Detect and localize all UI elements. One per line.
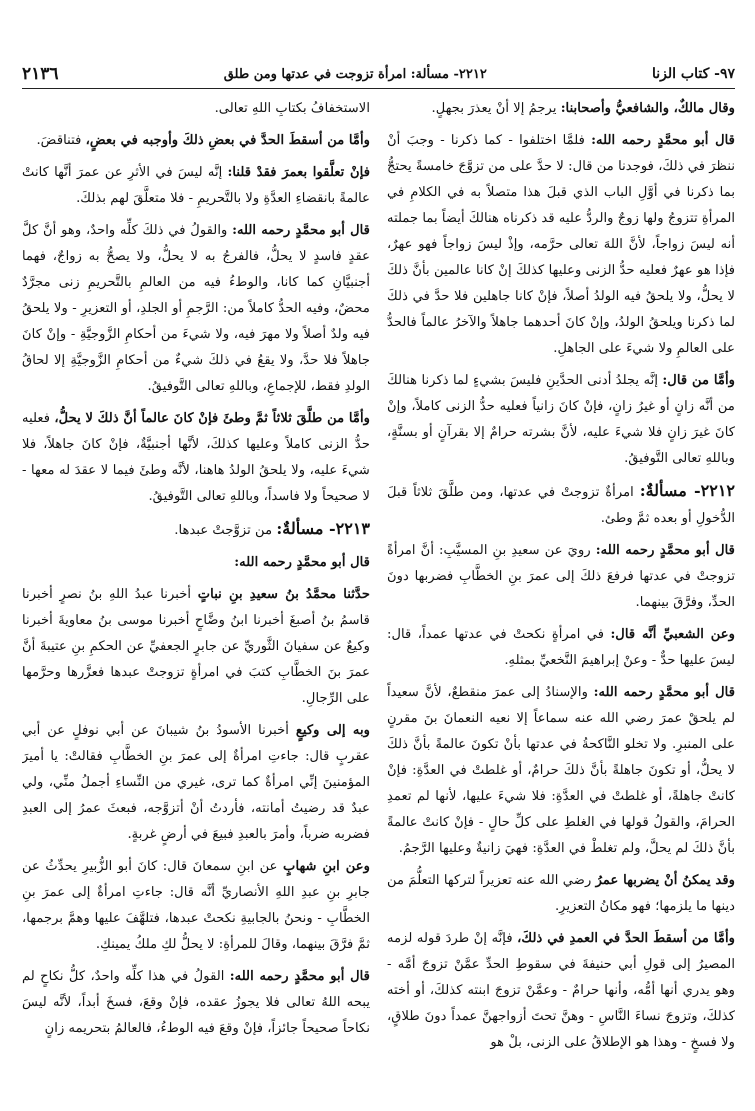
paragraph-text: رضي الله عنه تعزيراً لتركها التعلُّمَ من دينها ما يلزمها؛ فهو مكانُ التعزيرِ. — [387, 873, 735, 914]
paragraph-text: عن ابنِ سمعانَ قال: كانَ أبو الزُّبيرِ يحدِّثُ عن جابرِ بنِ عبدِ اللهِ الأنصاريِّ أنَّه قال: جاءتِ امرأةٌ إلى عمرَ بنِ الخطَّابِ - ونحنُ بالجابيةِ نكحتْ عبدها، فتلهَّفَ عليها وهمَّ برجمها، ثمَّ فرَّقَ بينهما، وقالَ للمرأةِ: لا يحلُّ لكِ ملكُ يمينكِ. — [22, 859, 370, 952]
paragraph-text: فعليه حدُّ الزنى كاملاً وعليها كذلكَ، لأنَّها أجنبيَّةٌ، فإنْ كانَ جاهلاً، فلا شيءَ عليه، ولا يلحقُ الولدُ هاهنا، لأنَّه وطئَ فيما لا عقدَ له معها - لا صحيحاً ولا فاسداً، وباللهِ تعالى التَّوفيقُ. — [22, 411, 370, 504]
paragraph-text: في امرأةٍ نكحتْ في عدتها عمداً، قال: ليسَ عليها حدٌّ - وعنْ إبراهيمَ النَّخعيِّ بمثلهِ. — [387, 627, 735, 668]
paragraph-lead: قال أبو محمَّدٍ رحمه الله: — [232, 223, 370, 238]
paragraph-lead: فإنْ تعلَّقوا بعمرَ فقدْ قلنا: — [227, 165, 370, 180]
paragraph-lead: وعن الشعبيِّ أنَّه قال: — [610, 627, 735, 642]
paragraph-text: والإسنادُ إلى عمرَ منقطعٌ، لأنَّ سعيداً لم يلحقْ عمرَ رضي الله عنه سماعاً إلا نعيه النعمانَ بنَ مقرنٍ على المنبرِ. ولا تخلو النَّاكحةُ في عدتها بأنْ تكونَ عالمةً بأنَّ ذلكَ لا يحلُّ، أو تكونَ جاهلةً بأنَّ ذلكَ حرامٌ، أو غلطتْ في العدَّةِ: فإنْ كانتْ جاهلةً، أو غلطتْ في العدَّةِ: فلا شيءَ عليها، لأنها لم تعمدِ الحرامَ، والقولُ قولها في الغلطِ على كلِّ حالٍ - فإنْ كانتْ عالمةً بأنَّ ذلكَ لم يحلَّ، ولم تغلطْ في العدَّةِ: فهيَ زانيةٌ وعليها الرَّجمُ. — [387, 685, 735, 856]
paragraph-text: فتناقضَ. — [36, 133, 86, 148]
paragraph-text: الاستخفافُ بكتابِ اللهِ تعالى. — [214, 101, 370, 116]
paragraph-lead: وقد يمكنُ أنْ يضربها عمرُ — [595, 873, 735, 888]
section-heading: ٢٢١٢- مسألةٌ: — [639, 481, 735, 500]
section-heading: ٢٢١٣- مسألةٌ: — [276, 519, 370, 538]
paragraph-text: رويَ عن سعيدِ بنِ المسيَّبِ: أنَّ امرأةً تزوجتْ في عدتها فرفعَ ذلكَ إلى عمرَ بنِ الخطَّابِ فضربها دونَ الحدِّ، وفرَّقَ بينهما. — [387, 543, 735, 610]
paragraph — [387, 128, 735, 362]
paragraph-text: فإنَّه إنْ طردَ قوله لزمه المصيرُ إلى قولِ أبي حنيفةَ في سقوطِ الحدِّ عمَّنْ تزوجَ أمَّه - وهو يدري أنها أمُّه، وأنها حرامٌ - وعمَّنْ تزوجَ ابنته كذلكَ، أو أخته كذلكَ، وتزوجَ نساءَ النَّاسِ - وهنَّ تحتَ أزواجهنَّ عمداً دونَ طلاقٍ، ولا فسخٍ - وهذا هو الإطلاقُ على الزنى، بلْ هو — [387, 931, 735, 1050]
paragraph — [22, 128, 370, 154]
header-divider — [22, 88, 735, 89]
paragraph-text: امرأةٌ تزوجتْ في عدتها، ومن طلَّقَ ثلاثاً قبلَ الدُّخولِ أو بعده ثمَّ وطئ. — [387, 485, 735, 526]
paragraph — [22, 718, 370, 848]
page-number: ٢١٣٦ — [22, 64, 59, 84]
paragraph-text: والقولُ في ذلكَ كلِّه واحدٌ، وهو أنَّ كلَّ عقدٍ فاسدٍ لا يحلُّ، فالفرجُ به لا يحلُّ، ولا يصحُّ به زواجٌ، فهما أجنبيَّانِ كما كانا، والوطءُ فيه من العالمِ بالتَّحريمِ زنى مجرَّدٌ محضٌ، وفيه الحدُّ كاملاً من: الرَّجمِ أو الجلدِ، أو التعزيرِ - ولا يلحقُ فيه ولدٌ أصلاً ولا مهرَ فيه، ولا شيءَ من أحكامِ الزَّوجيَّةِ - وإنْ كانَ جاهلاً فلا حدَّ، ولا يقعُ في ذلكَ شيءٌ من أحكامِ الزَّوجيَّةِ إلا لحاقُ الولدِ فقط، للإجماعِ، وباللهِ تعالى التَّوفيقُ. — [22, 223, 370, 394]
paragraph — [22, 964, 370, 1042]
paragraph-text: القولُ في هذا كلِّه واحدٌ، كلُّ نكاحٍ لم يبحه اللهُ تعالى فلا يجوزُ عقده، فإنْ وقعَ، فسخَ أبداً، لأنَّه ليسَ نكاحاً صحيحاً جائزاً، فإنْ وقعَ فيه الوطءُ، فالعالمُ بتحريمه زانٍ — [22, 969, 370, 1036]
paragraph-lead: وأمَّا من قال: — [662, 373, 735, 388]
paragraph-lead: وعن ابنِ شهابٍ — [283, 859, 370, 874]
paragraph-text: إنَّه ليسَ في الأثرِ عن عمرَ أنَّها كانتْ عالمةً بانقضاءِ العدَّةِ ولا بالتَّحريمِ - فلا متعلَّقَ لهم بذلكَ. — [22, 165, 370, 206]
paragraph-text: من تزوَّجتْ عبدها. — [174, 523, 277, 538]
paragraph-lead: قال أبو محمَّدٍ رحمه الله: — [229, 969, 370, 984]
paragraph — [387, 926, 735, 1056]
paragraph-text: يرجمُ إلا أنْ يعذرَ بجهلٍ. — [431, 101, 561, 116]
paragraph — [22, 582, 370, 712]
paragraph-text: أخبرنا عبدُ اللهِ بنُ نصرٍ أخبرنا قاسمُ بنُ أصبغَ أخبرنا ابنُ وضَّاحٍ أخبرنا موسى بنُ معاويةَ أخبرنا وكيعٌ عن سفيانَ الثَّوريِّ عن جابرٍ الجعفيِّ عن الحكمِ بنِ عتيبةَ أنَّ عمرَ بنَ الخطَّابِ كتبَ في امرأةٍ تزوجتْ عبدها فعزَّرها وحرَّمها على الرِّجالِ. — [22, 587, 370, 706]
paragraph-text: إنَّه يجلدُ أدنى الحدَّينِ فليسَ بشيءٍ لما ذكرنا هنالكَ من أنَّه زانٍ أو غيرُ زانٍ، فإنْ كانَ زانياً فعليه حدُّ الزنى كاملاً، وإنْ كانَ غيرَ زانٍ فلا شيءَ عليه، لأنَّ بشرته حرامٌ إلا بقرآنٍ أو بسنَّةٍ، وباللهِ تعالى التَّوفيقُ. — [387, 373, 735, 466]
running-title: ٢٢١٢- مسألة: امرأة تزوجت في عدتها ومن طلق — [223, 66, 487, 82]
paragraph — [22, 406, 370, 510]
paragraph — [22, 218, 370, 400]
paragraph-lead: قال أبو محمَّدٍ رحمه الله: — [595, 543, 735, 558]
paragraph — [22, 550, 370, 576]
paragraph — [387, 538, 735, 616]
paragraph — [22, 96, 370, 122]
paragraph — [387, 96, 735, 122]
page-header — [22, 62, 735, 86]
paragraph-lead: وأمَّا من أسقطَ الحدَّ في العمدِ في ذلكَ، — [517, 931, 735, 946]
paragraph-lead: قال أبو محمَّدٍ رحمه الله: — [591, 133, 735, 148]
left-column — [22, 96, 370, 1096]
paragraph-lead: وبه إلى وكيعٍ — [295, 723, 370, 738]
right-column — [387, 96, 735, 1096]
paragraph — [22, 854, 370, 958]
paragraph — [387, 478, 735, 532]
paragraph-lead: وأمَّا من أسقطَ الحدَّ في بعضِ ذلكَ وأوجبه في بعضٍ، — [85, 133, 370, 148]
page-label: ٩٧- كتاب الزنا — [652, 66, 735, 82]
paragraph — [387, 680, 735, 862]
paragraph-lead: وقال مالكٌ، والشافعيُّ وأصحابنا: — [560, 101, 735, 116]
paragraph-text: أخبرنا الأسودُ بنُ شيبانَ عن أبي نوفلٍ عن أبي عقربٍ قال: جاءتِ امرأةٌ إلى عمرَ بنِ الخطَّابِ فقالتْ: يا أميرَ المؤمنينَ إنِّي امرأةٌ كما ترى، غيري من النِّساءِ أجملُ منِّي، ولي عبدٌ قد رضيتُ أمانته، فأردتُ أنْ أتزوَّجه، فبعثَ عمرُ إلى العبدِ فضربه ضرباً، وأمرَ بالعبدِ فبيعَ في أرضٍ غربةٍ. — [22, 723, 370, 842]
paragraph-lead: وأمَّا من طلَّقَ ثلاثاً ثمَّ وطئَ فإنْ كانَ عالماً أنَّ ذلكَ لا يحلُّ، — [54, 411, 370, 426]
paragraph-lead: قال أبو محمَّدٍ رحمه الله: — [593, 685, 735, 700]
paragraph — [387, 622, 735, 674]
paragraph-lead: قال أبو محمَّدٍ رحمه الله: — [234, 555, 370, 570]
paragraph — [387, 368, 735, 472]
paragraph — [22, 516, 370, 544]
paragraph — [387, 868, 735, 920]
paragraph-text: فلمَّا اختلفوا - كما ذكرنا - وجبَ أنْ ننظرَ في ذلكَ، فوجدنا من قال: لا حدَّ على من تزوَّجَ خامسةً يحتجُّ بما ذكرنا في أوَّلِ الباب الذي قبلَ هذا متصلاً به في الكلامِ في المرأةِ تتزوجُ ولها زوجٌ والردُّ عليه قد ذكرناه هنالكَ أيضاً بما جملته أنه ليسَ زواجاً، لأنَّ اللهَ تعالى حرَّمه، وإذْ ليسَ زواجاً فهو عهرٌ، فإذا هو عهرٌ فعليه حدُّ الزنى وعليها كذلكَ إنْ كانا عالمين بأنَّ ذلكَ لا يحلُّ، ولا يلحقُ فيه الولدُ أصلاً، فإنْ كانا جاهلين فلا حدَّ في ذلكَ لما ذكرنا ويلحقُ الولدُ، وإنْ كانَ أحدهما جاهلاً والآخرُ عالماً فالحدُّ على العالمِ ولا شيءَ على الجاهلِ. — [387, 133, 735, 356]
paragraph-lead: حدَّثنا محمَّدُ بنُ سعيدِ بنِ نباتٍ — [197, 587, 370, 602]
paragraph — [22, 160, 370, 212]
